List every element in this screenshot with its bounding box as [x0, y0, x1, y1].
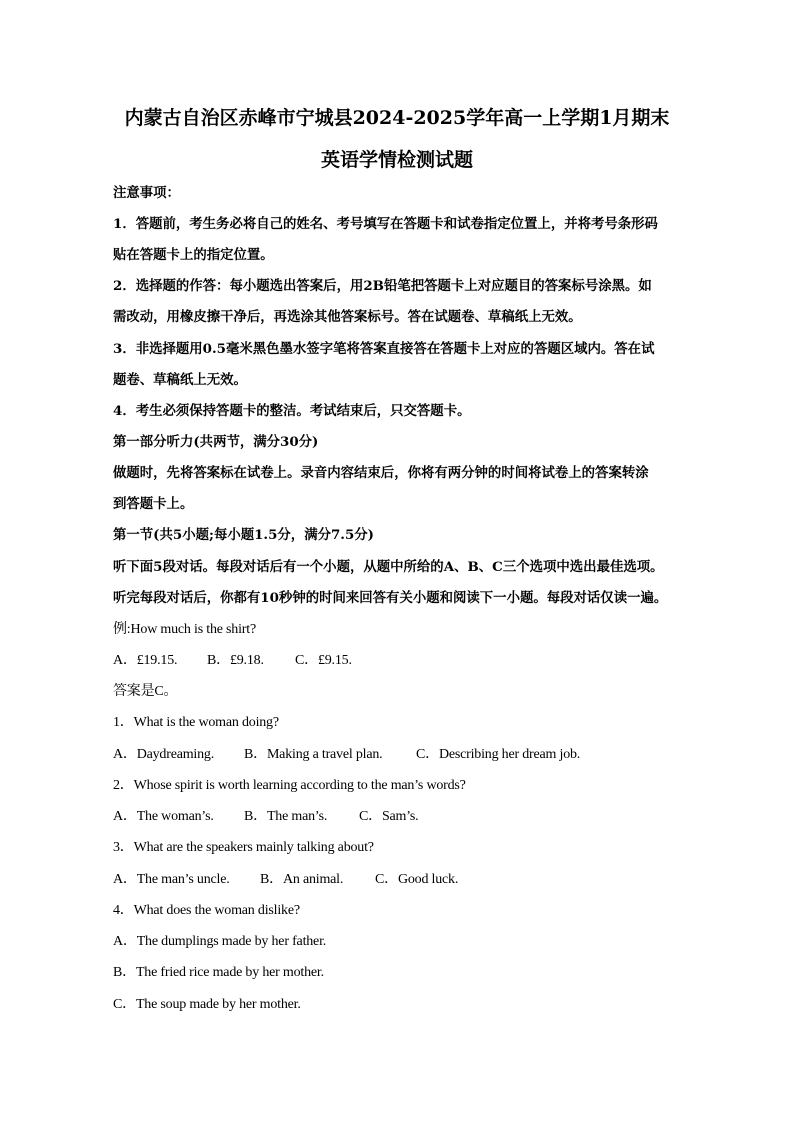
question-4-option-c: C．The soup made by her mother. — [113, 997, 301, 1012]
exam-title-line-1: 内蒙古自治区赤峰市宁城县2024-2025学年高一上学期1月期末 — [124, 107, 670, 129]
part1-instruction-line-1: 做题时，先将答案标在试卷上。录音内容结束后，你将有两分钟的时间将试卷上的答案转涂 — [113, 465, 649, 481]
example-option-a: A．£19.15. — [113, 653, 178, 668]
notice-item-3-line-1: 3．非选择题用0.5毫米黑色墨水签字笔将答案直接答在答题卡上对应的答题区域内。答在试 — [113, 341, 655, 357]
section1-heading: 第一节(共5小题;每小题1.5分，满分7.5分) — [113, 527, 374, 543]
section1-instruction-line-2: 听完每段对话后，你都有10秒钟的时间来回答有关小题和阅读下一小题。每段对话仅读一遍。 — [113, 590, 668, 606]
question-3-stem: 3．What are the speakers mainly talking about? — [113, 840, 374, 855]
question-2-options — [113, 808, 418, 826]
example-option-b: B．£9.18. — [207, 653, 264, 668]
question-3-option-b: B．An animal. — [260, 872, 344, 887]
example-answer: 答案是C。 — [113, 684, 178, 699]
notice-item-1-line-2: 贴在答题卡上的指定位置。 — [113, 247, 274, 263]
question-3-options — [113, 871, 458, 889]
question-2-option-b: B．The man’s. — [244, 809, 328, 824]
example-option-c: C．£9.15. — [295, 653, 352, 668]
notice-item-4: 4．考生必须保持答题卡的整洁。考试结束后，只交答题卡。 — [113, 403, 471, 419]
notice-item-3-line-2: 题卷、草稿纸上无效。 — [113, 372, 247, 388]
exam-title-line-2: 英语学情检测试题 — [320, 149, 473, 171]
question-1-option-b: B．Making a travel plan. — [244, 747, 383, 762]
notice-item-2-line-2: 需改动，用橡皮擦干净后，再选涂其他答案标号。答在试题卷、草稿纸上无效。 — [113, 309, 582, 325]
part1-instruction-line-2: 到答题卡上。 — [113, 496, 194, 512]
question-2-stem: 2．Whose spirit is worth learning according to the man’s words? — [113, 778, 466, 793]
notice-item-1-line-1: 1．答题前，考生务必将自己的姓名、考号填写在答题卡和试卷指定位置上，并将考号条形码 — [113, 216, 658, 232]
notice-heading: 注意事项： — [113, 185, 180, 201]
question-1-stem: 1．What is the woman doing? — [113, 715, 279, 730]
question-4-option-a: A．The dumplings made by her father. — [113, 934, 327, 949]
example-options — [113, 652, 352, 670]
notice-item-2-line-1: 2．选择题的作答：每小题选出答案后，用2B铅笔把答题卡上对应题目的答案标号涂黑。如 — [113, 278, 652, 294]
question-3-option-a: A．The man’s uncle. — [113, 872, 230, 887]
section1-instruction-line-1: 听下面5段对话。每段对话后有一个小题，从题中所给的A、B、C三个选项中选出最佳选项。 — [113, 559, 664, 575]
question-1-options — [113, 746, 580, 764]
question-4-stem: 4．What does the woman dislike? — [113, 903, 300, 918]
question-1-option-a: A．Daydreaming. — [113, 747, 215, 762]
question-2-option-a: A．The woman’s. — [113, 809, 214, 824]
question-2-option-c: C．Sam’s. — [359, 809, 419, 824]
question-4-option-b: B．The fried rice made by her mother. — [113, 965, 324, 980]
question-1-option-c: C．Describing her dream job. — [416, 747, 581, 762]
example-question: 例:How much is the shirt? — [113, 622, 256, 637]
question-3-option-c: C．Good luck. — [375, 872, 459, 887]
part1-heading: 第一部分听力(共两节，满分30分) — [113, 434, 319, 450]
